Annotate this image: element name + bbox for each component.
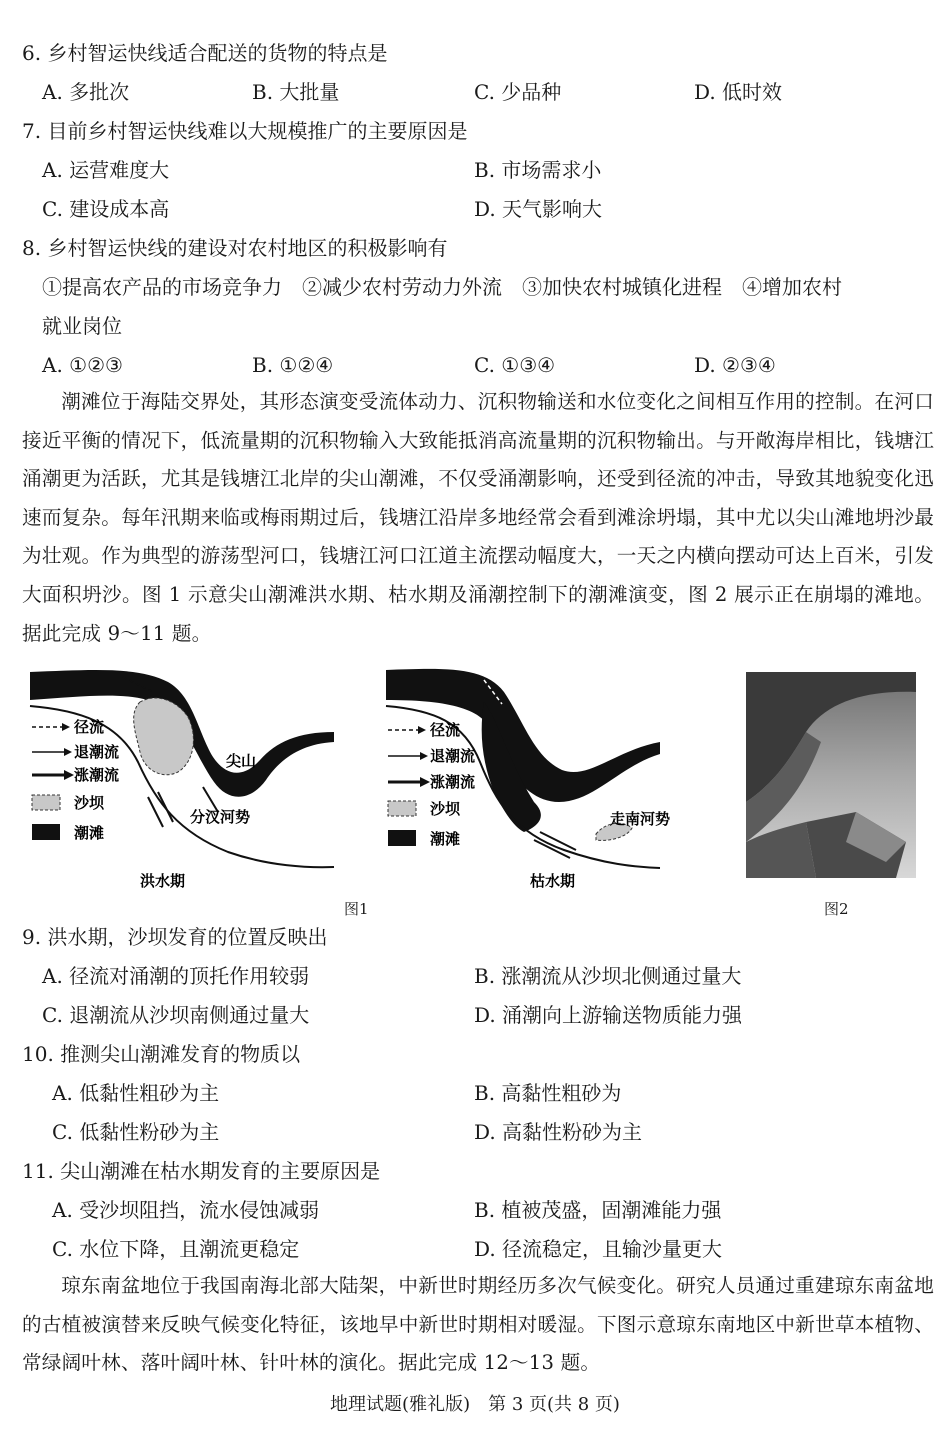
figure1-flood-season-diagram (28, 662, 340, 894)
q11-option-d: D. 径流稳定，且输沙量更大 (474, 1237, 723, 1261)
jianshan-label: 尖山 (226, 752, 257, 770)
q8-option-c: C. ①③④ (474, 353, 556, 377)
q11-stem: 11. 尖山潮滩在枯水期发育的主要原因是 (22, 1159, 381, 1183)
legend-tidal-flat-label-right: 潮滩 (430, 830, 461, 848)
q10-option-d: D. 高黏性粉砂为主 (474, 1120, 643, 1144)
q8-items-line2: 就业岗位 (42, 314, 122, 338)
flood-season-label: 洪水期 (140, 872, 186, 890)
q7-option-c: C. 建设成本高 (42, 197, 170, 221)
figure2-collapsing-bank-photo (746, 672, 916, 878)
passage-qiongdongnan: 琼东南盆地位于我国南海北部大陆架，中新世时期经历多次气候变化。研究人员通过重建琼东南盆地的古植被演替来反映气候变化特征，该地早中新世时期相对暖湿。下图示意琼东南地区中新世草本植物、常绿阔叶林、落叶阔叶林、针叶林的演化。据此完成 12～13 题。 (22, 1274, 934, 1375)
q9-option-d: D. 涌潮向上游输送物质能力强 (474, 1003, 743, 1027)
branch-trend-label: 分汊河势 (190, 808, 251, 826)
figure1-caption: 图1 (344, 900, 369, 918)
legend-runoff-label: 径流 (74, 718, 105, 736)
q6-stem: 6. 乡村智运快线适合配送的货物的特点是 (22, 41, 388, 65)
legend-ebb-label: 退潮流 (74, 743, 120, 761)
figure1-dry-season-diagram (384, 662, 671, 894)
page-footer: 地理试题(雅礼版) 第 3 页(共 8 页) (330, 1394, 620, 1415)
legend-sandbar-label-right: 沙坝 (430, 800, 461, 818)
q10-option-b: B. 高黏性粗砂为 (474, 1081, 622, 1105)
legend-ebb-label-right: 退潮流 (430, 747, 476, 765)
q7-option-a: A. 运营难度大 (42, 158, 170, 182)
q7-stem: 7. 目前乡村智运快线难以大规模推广的主要原因是 (22, 119, 468, 143)
q9-option-a: A. 径流对涌潮的顶托作用较弱 (42, 964, 310, 988)
q7-option-d: D. 天气影响大 (474, 197, 603, 221)
legend-flood-tide-label-right: 涨潮流 (430, 773, 476, 791)
q8-stem: 8. 乡村智运快线的建设对农村地区的积极影响有 (22, 236, 448, 260)
q8-option-d: D. ②③④ (694, 353, 776, 377)
q6-option-c: C. 少品种 (474, 80, 562, 104)
q11-option-a: A. 受沙坝阻挡，流水侵蚀减弱 (52, 1198, 320, 1222)
legend-sandbar-label: 沙坝 (74, 794, 105, 812)
q6-option-d: D. 低时效 (694, 80, 783, 104)
figure2-caption: 图2 (824, 900, 849, 918)
dry-season-label: 枯水期 (530, 872, 576, 890)
q8-option-a: A. ①②③ (42, 353, 123, 377)
south-trend-label: 走南河势 (610, 810, 671, 828)
q9-stem: 9. 洪水期，沙坝发育的位置反映出 (22, 925, 328, 949)
q6-option-a: A. 多批次 (42, 80, 130, 104)
legend-runoff-label-right: 径流 (430, 721, 461, 739)
q6-option-b: B. 大批量 (252, 80, 340, 104)
q10-option-a: A. 低黏性粗砂为主 (52, 1081, 220, 1105)
q9-option-b: B. 涨潮流从沙坝北侧通过量大 (474, 964, 742, 988)
q10-stem: 10. 推测尖山潮滩发育的物质以 (22, 1042, 301, 1066)
q10-option-c: C. 低黏性粉砂为主 (52, 1120, 220, 1144)
q11-option-b: B. 植被茂盛，固潮滩能力强 (474, 1198, 722, 1222)
legend-flood-tide-label: 涨潮流 (74, 766, 120, 784)
q8-items-line1: ①提高农产品的市场竞争力 ②减少农村劳动力外流 ③加快农村城镇化进程 ④增加农村 (42, 275, 842, 299)
legend-tidal-flat-label: 潮滩 (74, 824, 105, 842)
q9-option-c: C. 退潮流从沙坝南侧通过量大 (42, 1003, 310, 1027)
q11-option-c: C. 水位下降，且潮流更稳定 (52, 1237, 300, 1261)
q7-option-b: B. 市场需求小 (474, 158, 602, 182)
q8-option-b: B. ①②④ (252, 353, 334, 377)
passage-tidal-flat: 潮滩位于海陆交界处，其形态演变受流体动力、沉积物输送和水位变化之间相互作用的控制。在河口接近平衡的情况下，低流量期的沉积物输入大致能抵消高流量期的沉积物输出。与开敞海岸相比，钱塘江涌潮更为活跃，尤其是钱塘江北岸的尖山潮滩，不仅受涌潮影响，还受到径流的冲击，导致其地貌变化迅速而复杂。每年汛期来临或梅雨期过后，钱塘江沿岸多地经常会看到滩涂坍塌，其中尤以尖山滩地坍沙最为壮观。作为典型的游荡型河口，钱塘江河口江道主流摆动幅度大，一天之内横向摆动可达上百米，引发大面积坍沙。图 1 示意尖山潮滩洪水期、枯水期及涌潮控制下的潮滩演变，图 2 展示正在崩塌的滩地。据此完成 9～11 题。 (22, 390, 934, 645)
